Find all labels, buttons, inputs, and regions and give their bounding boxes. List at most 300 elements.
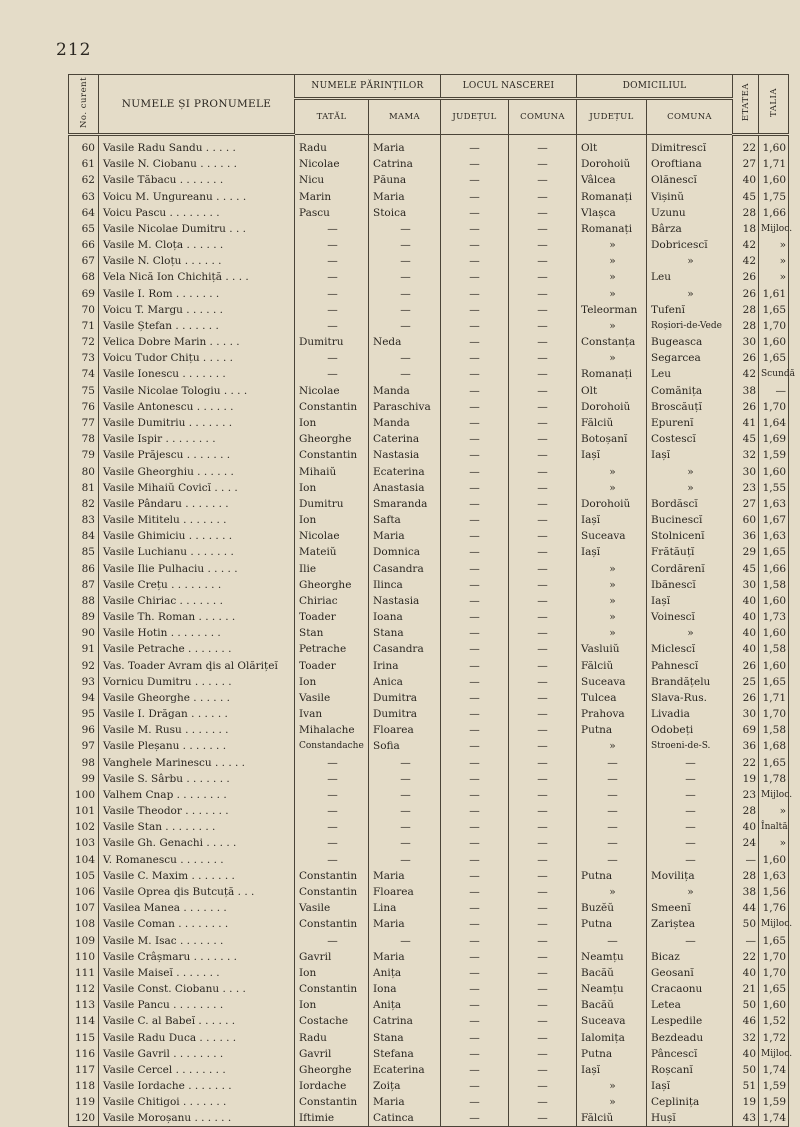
header-birthplace: LOCUL NASCEREI: [441, 75, 577, 99]
age: 22: [733, 755, 759, 771]
domicile-commune: Iașĭ: [647, 447, 733, 463]
father-name: Nicolae: [295, 528, 369, 544]
birth-county: —: [441, 965, 509, 981]
domicile-commune: Geosanĭ: [647, 965, 733, 981]
person-name: Vasile Gh. Genachi . . . . .: [99, 835, 295, 851]
table-row: [69, 755, 789, 771]
mother-name: Stana: [369, 625, 441, 641]
birth-county: —: [441, 900, 509, 916]
row-number: 107: [69, 900, 99, 916]
age: 28: [733, 318, 759, 334]
birth-county: —: [441, 172, 509, 188]
birth-commune: —: [509, 463, 577, 479]
person-name: V. Romanescu . . . . . . .: [99, 852, 295, 868]
domicile-commune: —: [647, 787, 733, 803]
age: 36: [733, 738, 759, 754]
mother-name: Safta: [369, 512, 441, 528]
mother-name: Floarea: [369, 722, 441, 738]
table-row: [69, 302, 789, 318]
domicile-county: »: [577, 738, 647, 754]
mother-name: —: [369, 237, 441, 253]
person-name: Vasile I. Rom . . . . . . .: [99, 286, 295, 302]
domicile-county: Teleorman: [577, 302, 647, 318]
mother-name: Anica: [369, 674, 441, 690]
table-row: [69, 981, 789, 997]
domicile-commune: Dobricescĭ: [647, 237, 733, 253]
domicile-county: »: [577, 1094, 647, 1110]
person-name: Vela Nică Ion Chichiță . . . .: [99, 269, 295, 285]
header-height: TALIA: [759, 75, 789, 135]
height: Mijloc.: [759, 1046, 789, 1062]
height: 1,71: [759, 690, 789, 706]
birth-commune: —: [509, 366, 577, 382]
header-domicile: DOMICILIUL: [577, 75, 733, 99]
height: 1,66: [759, 560, 789, 576]
header-dom-commune: COMUNA: [647, 99, 733, 135]
mother-name: Lina: [369, 900, 441, 916]
table-row: [69, 269, 789, 285]
age: 26: [733, 690, 759, 706]
mother-name: Maria: [369, 949, 441, 965]
domicile-county: —: [577, 835, 647, 851]
header-age: ETATEA: [733, 75, 759, 135]
person-name: Vasile N. Cloțu . . . . . .: [99, 253, 295, 269]
row-number: 99: [69, 771, 99, 787]
domicile-commune: Roșcanĭ: [647, 1062, 733, 1078]
birth-county: —: [441, 1110, 509, 1127]
age: 25: [733, 674, 759, 690]
domicile-county: »: [577, 593, 647, 609]
height: 1,73: [759, 609, 789, 625]
birth-county: —: [441, 803, 509, 819]
mother-name: Maria: [369, 868, 441, 884]
father-name: Ion: [295, 512, 369, 528]
domicile-commune: Stolnicenĭ: [647, 528, 733, 544]
table-row: [69, 819, 789, 835]
domicile-county: »: [577, 577, 647, 593]
person-name: Vornicu Dumitru . . . . . .: [99, 674, 295, 690]
person-name: Vasile Hotin . . . . . . . .: [99, 625, 295, 641]
domicile-commune: Oroftiana: [647, 156, 733, 172]
table-row: [69, 852, 789, 868]
height: 1,63: [759, 528, 789, 544]
birth-county: —: [441, 286, 509, 302]
person-name: Vasile N. Ciobanu . . . . . .: [99, 156, 295, 172]
table-row: [69, 205, 789, 221]
domicile-commune: Voinescĭ: [647, 609, 733, 625]
birth-commune: —: [509, 383, 577, 399]
birth-commune: —: [509, 1094, 577, 1110]
age: 21: [733, 981, 759, 997]
birth-commune: —: [509, 981, 577, 997]
domicile-commune: Cracaonu: [647, 981, 733, 997]
mother-name: Păuna: [369, 172, 441, 188]
domicile-county: Fălciŭ: [577, 415, 647, 431]
birth-county: —: [441, 674, 509, 690]
domicile-county: Vlașca: [577, 205, 647, 221]
birth-county: —: [441, 205, 509, 221]
domicile-commune: Iașĭ: [647, 1078, 733, 1094]
age: 27: [733, 496, 759, 512]
height: 1,60: [759, 997, 789, 1013]
birth-county: —: [441, 399, 509, 415]
row-number: 89: [69, 609, 99, 625]
birth-county: —: [441, 1046, 509, 1062]
table-row: [69, 431, 789, 447]
table-row: [69, 399, 789, 415]
row-number: 87: [69, 577, 99, 593]
row-number: 61: [69, 156, 99, 172]
row-number: 95: [69, 706, 99, 722]
birth-county: —: [441, 269, 509, 285]
birth-county: —: [441, 221, 509, 237]
father-name: Vasile: [295, 690, 369, 706]
domicile-county: »: [577, 560, 647, 576]
mother-name: —: [369, 286, 441, 302]
row-number: 102: [69, 819, 99, 835]
person-name: Vasile Tăbacu . . . . . . .: [99, 172, 295, 188]
person-name: Vasile Coman . . . . . . . .: [99, 916, 295, 932]
domicile-commune: Costescĭ: [647, 431, 733, 447]
father-name: —: [295, 221, 369, 237]
mother-name: Maria: [369, 528, 441, 544]
birth-commune: —: [509, 658, 577, 674]
row-number: 116: [69, 1046, 99, 1062]
height: 1,76: [759, 900, 789, 916]
father-name: Ilie: [295, 560, 369, 576]
person-name: Vasile M. Rusu . . . . . . .: [99, 722, 295, 738]
domicile-county: Iașĭ: [577, 512, 647, 528]
table-row: [69, 172, 789, 188]
father-name: Mihalache: [295, 722, 369, 738]
height: 1,60: [759, 625, 789, 641]
birth-commune: —: [509, 787, 577, 803]
birth-commune: —: [509, 350, 577, 366]
domicile-county: Fălciŭ: [577, 658, 647, 674]
table-row: [69, 463, 789, 479]
father-name: Dumitru: [295, 496, 369, 512]
birth-county: —: [441, 512, 509, 528]
father-name: Pascu: [295, 205, 369, 221]
table-row: [69, 366, 789, 382]
domicile-commune: —: [647, 819, 733, 835]
mother-name: —: [369, 835, 441, 851]
header-dom-county: JUDEȚUL: [577, 99, 647, 135]
height: »: [759, 237, 789, 253]
mother-name: —: [369, 852, 441, 868]
birth-commune: —: [509, 577, 577, 593]
row-number: 62: [69, 172, 99, 188]
mother-name: Nastasia: [369, 593, 441, 609]
header-no: No. curent: [69, 75, 99, 135]
table-row: [69, 415, 789, 431]
father-name: Vasile: [295, 900, 369, 916]
person-name: Vasile Const. Ciobanu . . . .: [99, 981, 295, 997]
height: —: [759, 383, 789, 399]
mother-name: —: [369, 253, 441, 269]
father-name: —: [295, 318, 369, 334]
height: 1,63: [759, 868, 789, 884]
birth-county: —: [441, 949, 509, 965]
domicile-county: Constanța: [577, 334, 647, 350]
table-row: [69, 690, 789, 706]
mother-name: —: [369, 819, 441, 835]
age: 28: [733, 803, 759, 819]
height: 1,58: [759, 577, 789, 593]
height: 1,60: [759, 334, 789, 350]
domicile-county: Iașĭ: [577, 1062, 647, 1078]
birth-county: —: [441, 237, 509, 253]
height: »: [759, 269, 789, 285]
row-number: 60: [69, 135, 99, 157]
father-name: Constantin: [295, 1094, 369, 1110]
domicile-commune: Bezdeadu: [647, 1029, 733, 1045]
birth-county: —: [441, 609, 509, 625]
birth-county: —: [441, 334, 509, 350]
birth-commune: —: [509, 900, 577, 916]
table-row: [69, 609, 789, 625]
mother-name: Iona: [369, 981, 441, 997]
age: 26: [733, 269, 759, 285]
row-number: 82: [69, 496, 99, 512]
table-row: [69, 577, 789, 593]
domicile-county: Suceava: [577, 674, 647, 690]
domicile-commune: Stroeni-de-S.: [647, 738, 733, 754]
age: 22: [733, 135, 759, 157]
domicile-commune: Iașĭ: [647, 593, 733, 609]
mother-name: —: [369, 932, 441, 948]
table-row: [69, 771, 789, 787]
age: 28: [733, 205, 759, 221]
father-name: Mateiŭ: [295, 544, 369, 560]
father-name: Petrache: [295, 641, 369, 657]
domicile-county: Bacăŭ: [577, 997, 647, 1013]
mother-name: —: [369, 755, 441, 771]
person-name: Vasile Gheorghe . . . . . .: [99, 690, 295, 706]
birth-commune: —: [509, 318, 577, 334]
table-row: [69, 916, 789, 932]
height: 1,60: [759, 852, 789, 868]
birth-county: —: [441, 932, 509, 948]
header-birth-county: JUDEȚUL: [441, 99, 509, 135]
domicile-county: »: [577, 350, 647, 366]
age: 69: [733, 722, 759, 738]
birth-commune: —: [509, 884, 577, 900]
birth-commune: —: [509, 674, 577, 690]
age: 30: [733, 334, 759, 350]
domicile-commune: Dimitrescĭ: [647, 135, 733, 157]
domicile-commune: Pahnescĭ: [647, 658, 733, 674]
age: 30: [733, 706, 759, 722]
person-name: Vasile Radu Sandu . . . . .: [99, 135, 295, 157]
birth-county: —: [441, 366, 509, 382]
domicile-county: Suceava: [577, 528, 647, 544]
height: 1,78: [759, 771, 789, 787]
father-name: Dumitru: [295, 334, 369, 350]
father-name: —: [295, 350, 369, 366]
birth-commune: —: [509, 852, 577, 868]
person-name: Vasile Radu Duca . . . . . .: [99, 1029, 295, 1045]
row-number: 75: [69, 383, 99, 399]
birth-county: —: [441, 997, 509, 1013]
mother-name: Sofia: [369, 738, 441, 754]
birth-county: —: [441, 318, 509, 334]
domicile-commune: Zariștea: [647, 916, 733, 932]
table-row: [69, 318, 789, 334]
table-row: [69, 868, 789, 884]
father-name: Ion: [295, 674, 369, 690]
birth-county: —: [441, 189, 509, 205]
father-name: Gheorghe: [295, 577, 369, 593]
birth-commune: —: [509, 253, 577, 269]
height: 1,70: [759, 318, 789, 334]
person-name: Vasile Prăjescu . . . . . . .: [99, 447, 295, 463]
row-number: 113: [69, 997, 99, 1013]
person-name: Vasile Moroșanu . . . . . .: [99, 1110, 295, 1127]
mother-name: Manda: [369, 415, 441, 431]
domicile-commune: Leu: [647, 366, 733, 382]
age: 45: [733, 431, 759, 447]
domicile-county: Iașĭ: [577, 447, 647, 463]
header-birth-commune: COMUNA: [509, 99, 577, 135]
age: 42: [733, 237, 759, 253]
father-name: Gheorghe: [295, 1062, 369, 1078]
row-number: 88: [69, 593, 99, 609]
age: 26: [733, 350, 759, 366]
person-name: Vasile Dumitriu . . . . . . .: [99, 415, 295, 431]
age: 19: [733, 771, 759, 787]
row-number: 108: [69, 916, 99, 932]
domicile-commune: Broscăuțĭ: [647, 399, 733, 415]
person-name: Vasile Crețu . . . . . . . .: [99, 577, 295, 593]
height: Înaltă: [759, 819, 789, 835]
height: 1,59: [759, 1078, 789, 1094]
birth-county: —: [441, 868, 509, 884]
table-row: [69, 835, 789, 851]
age: 45: [733, 560, 759, 576]
person-name: Vasile Antonescu . . . . . .: [99, 399, 295, 415]
domicile-commune: —: [647, 932, 733, 948]
height: 1,65: [759, 755, 789, 771]
birth-county: —: [441, 593, 509, 609]
birth-county: —: [441, 690, 509, 706]
row-number: 115: [69, 1029, 99, 1045]
birth-commune: —: [509, 480, 577, 496]
age: 50: [733, 1062, 759, 1078]
domicile-county: Dorohoiŭ: [577, 496, 647, 512]
domicile-commune: Ceplinița: [647, 1094, 733, 1110]
mother-name: Caterina: [369, 431, 441, 447]
domicile-county: —: [577, 852, 647, 868]
father-name: Constantin: [295, 981, 369, 997]
age: 50: [733, 997, 759, 1013]
mother-name: Paraschiva: [369, 399, 441, 415]
age: 30: [733, 577, 759, 593]
birth-county: —: [441, 480, 509, 496]
row-number: 67: [69, 253, 99, 269]
age: 23: [733, 480, 759, 496]
row-number: 94: [69, 690, 99, 706]
birth-commune: —: [509, 965, 577, 981]
mother-name: Catinca: [369, 1110, 441, 1127]
father-name: Radu: [295, 135, 369, 157]
domicile-county: »: [577, 463, 647, 479]
age: 42: [733, 253, 759, 269]
birth-county: —: [441, 253, 509, 269]
birth-county: —: [441, 1062, 509, 1078]
mother-name: Smaranda: [369, 496, 441, 512]
domicile-county: »: [577, 480, 647, 496]
domicile-county: —: [577, 771, 647, 787]
mother-name: Stoica: [369, 205, 441, 221]
age: 32: [733, 447, 759, 463]
height: 1,70: [759, 949, 789, 965]
table-row: [69, 658, 789, 674]
birth-county: —: [441, 1013, 509, 1029]
height: 1,74: [759, 1062, 789, 1078]
table-row: [69, 560, 789, 576]
birth-commune: —: [509, 690, 577, 706]
table-row: [69, 706, 789, 722]
row-number: 106: [69, 884, 99, 900]
mother-name: —: [369, 221, 441, 237]
father-name: Chiriac: [295, 593, 369, 609]
table-row: [69, 447, 789, 463]
height: 1,65: [759, 350, 789, 366]
mother-name: Nastasia: [369, 447, 441, 463]
birth-commune: —: [509, 221, 577, 237]
height: Mijloc.: [759, 787, 789, 803]
mother-name: Ecaterina: [369, 463, 441, 479]
domicile-county: —: [577, 787, 647, 803]
person-name: Vasile Chitigoi . . . . . . .: [99, 1094, 295, 1110]
height: 1,56: [759, 884, 789, 900]
birth-county: —: [441, 302, 509, 318]
birth-county: —: [441, 463, 509, 479]
birth-county: —: [441, 819, 509, 835]
domicile-county: »: [577, 269, 647, 285]
row-number: 86: [69, 560, 99, 576]
row-number: 71: [69, 318, 99, 334]
domicile-commune: »: [647, 463, 733, 479]
table-row: [69, 135, 789, 157]
birth-commune: —: [509, 625, 577, 641]
row-number: 65: [69, 221, 99, 237]
height: 1,68: [759, 738, 789, 754]
birth-commune: —: [509, 399, 577, 415]
birth-commune: —: [509, 738, 577, 754]
domicile-commune: —: [647, 771, 733, 787]
domicile-county: Putna: [577, 916, 647, 932]
row-number: 83: [69, 512, 99, 528]
birth-commune: —: [509, 819, 577, 835]
birth-commune: —: [509, 1110, 577, 1127]
person-name: Voicu T. Margu . . . . . .: [99, 302, 295, 318]
domicile-county: Vâlcea: [577, 172, 647, 188]
height: 1,72: [759, 1029, 789, 1045]
birth-commune: —: [509, 431, 577, 447]
row-number: 78: [69, 431, 99, 447]
table-row: [69, 803, 789, 819]
row-number: 77: [69, 415, 99, 431]
register-body: [69, 135, 795, 1127]
person-name: Vasile Ispir . . . . . . . .: [99, 431, 295, 447]
person-name: Vasile Pleșanu . . . . . . .: [99, 738, 295, 754]
height: 1,59: [759, 447, 789, 463]
domicile-commune: Slava-Rus.: [647, 690, 733, 706]
domicile-commune: Frătăuțĭ: [647, 544, 733, 560]
father-name: —: [295, 302, 369, 318]
